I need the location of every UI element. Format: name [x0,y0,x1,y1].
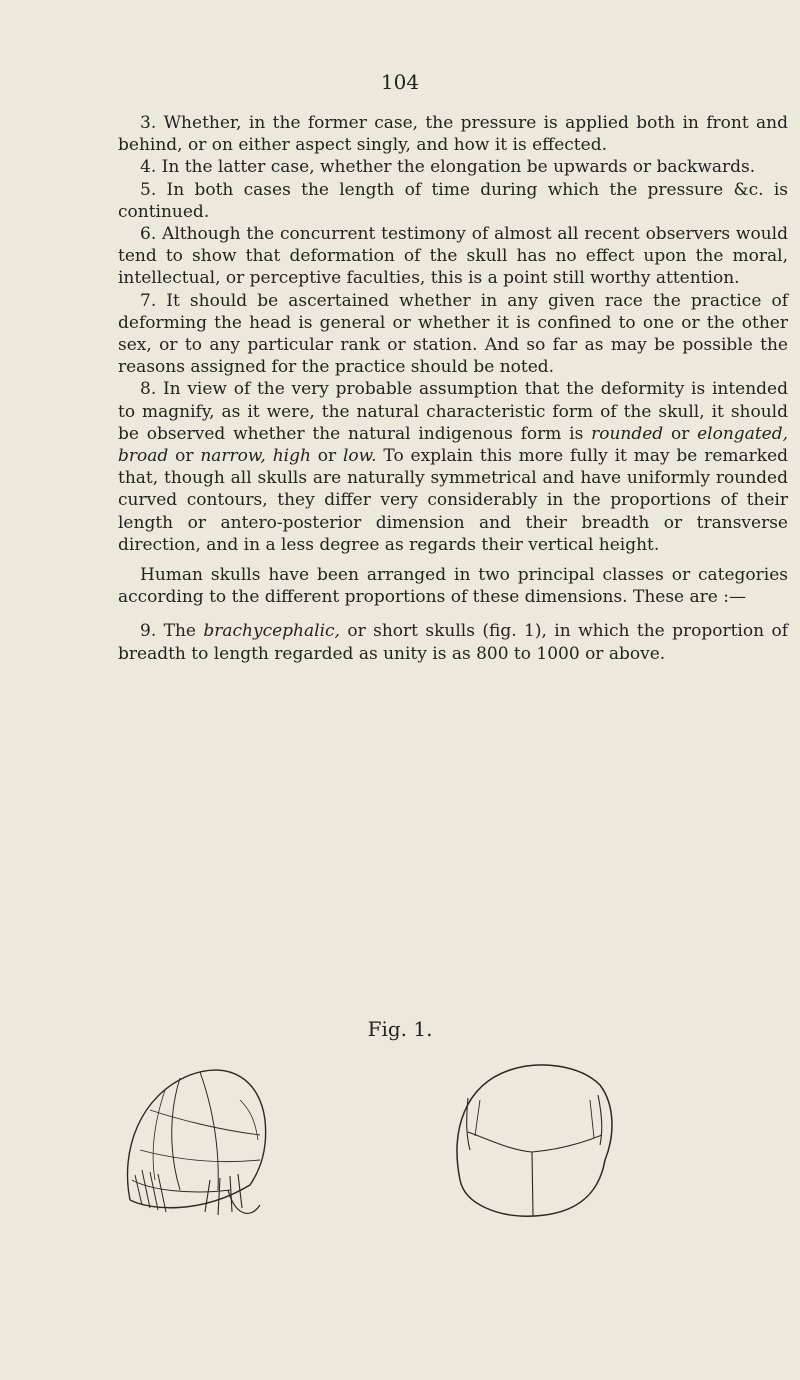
term-elongated: elongated, [697,423,789,444]
skull-profile-drawing [128,1070,266,1215]
skull-illustrations [110,1040,730,1220]
paragraph-7: 7. It should be ascertained whether in any given race the practice of deforming the head is general or whether it is confined to one or the other sex, or to any particular rank or station. And so far as may be possible the reasons assigned for the practice should be noted. [118,290,788,378]
figure-label: Fig. 1. [367,1017,433,1041]
paragraph-5: 5. In both cases the length of time during which the pressure &c. is continued. [118,179,788,222]
paragraph-6: 6. Although the concurrent testimony of almost all recent observers would tend to show that deformation of the skull has no effect upon the moral, intellectual, or perceptive faculties, this is a point still worthy attention. [118,224,788,289]
paragraph-9-text-b: or short skulls (fig. 1), in which the proportion of breadth to length regarded as unity is as 800 to 1000 or above. [118,621,788,664]
paragraph-9-text-a: 9. The [140,621,204,642]
paragraph-8-text-b: To explain this more fully it may be remarked that, though all skulls are naturally symmetrical and have uniformly rounded curved contours, they differ very considerably in the proportions of their length or antero-posterior dimension and their breadth or transverse direction, and in a less degree as regards their vertical height. [118,446,789,555]
figure-1 [110,1040,730,1220]
term-rounded: rounded [591,423,664,444]
connector-or: or [663,423,698,444]
paragraph-human-skulls: Human skulls have been arranged in two principal classes or categories according to the different proportions of these dimensions. These are :— [118,565,788,608]
paragraph-4: 4. In the latter case, whether the elongation be upwards or backwards. [140,157,756,178]
paragraph-3: 3. Whether, in the former case, the pressure is applied both in front and behind, or on either aspect singly, and how it is effected. [118,113,788,156]
term-broad: broad [118,446,169,467]
paragraph-9 [118,620,788,664]
connector-or: or [310,446,343,467]
connector-space [266,446,273,466]
body-text [118,112,788,665]
paragraph-8 [118,378,788,556]
page-number: 104 [380,70,420,94]
term-brachycephalic: brachycephalic, [203,621,340,642]
term-high: high [272,446,311,467]
term-narrow: narrow, [200,446,266,467]
paragraph-8-text-a: 8. In view of the very probable assumption that the deformity is intended to magnify, as it were, the natural characteristic form of the skull, it should be observed whether the natural indigenous form is [118,379,788,444]
connector-or: or [168,446,201,467]
skull-outline-drawing [457,1065,612,1216]
term-low: low. [342,446,377,467]
